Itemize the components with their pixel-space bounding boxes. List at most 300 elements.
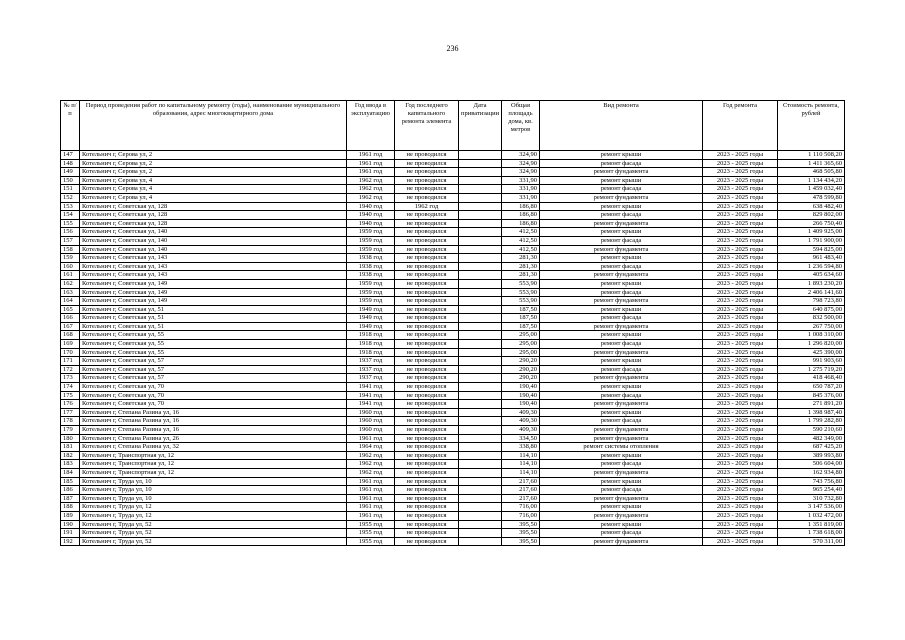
- row-repair-year: 2023 - 2025 годы: [703, 236, 778, 245]
- table-row: [61, 494, 845, 503]
- row-repair-type: ремонт крыши: [540, 520, 703, 529]
- row-number: 155: [61, 219, 80, 228]
- row-last-repair: не проводился: [395, 185, 459, 194]
- row-number: 150: [61, 176, 80, 185]
- row-number: 166: [61, 314, 80, 323]
- row-number: 176: [61, 400, 80, 409]
- row-repair-year: 2023 - 2025 годы: [703, 357, 778, 366]
- header-address: Период проведения работ по капитальному ремонту (годы), наименование муниципального образования, адрес многоквартирного дома: [80, 101, 347, 151]
- table-row: [61, 314, 845, 323]
- row-last-repair: не проводился: [395, 176, 459, 185]
- row-cost: 650 787,20: [778, 383, 845, 392]
- row-number: 177: [61, 408, 80, 417]
- row-repair-year: 2023 - 2025 годы: [703, 331, 778, 340]
- row-number: 181: [61, 443, 80, 452]
- table-row: [61, 434, 845, 443]
- row-repair-year: 2023 - 2025 годы: [703, 477, 778, 486]
- row-address: Котельнич г, Советская ул, 143: [80, 262, 347, 271]
- row-year-built: 1959 год: [347, 297, 395, 306]
- row-address: Котельнич г, Советская ул, 143: [80, 254, 347, 263]
- row-address: Котельнич г, Труда ул, 10: [80, 477, 347, 486]
- row-last-repair: не проводился: [395, 494, 459, 503]
- row-last-repair: не проводился: [395, 305, 459, 314]
- row-year-built: 1959 год: [347, 228, 395, 237]
- row-number: 165: [61, 305, 80, 314]
- row-area: 186,80: [502, 202, 540, 211]
- row-last-repair: не проводился: [395, 477, 459, 486]
- row-last-repair: не проводился: [395, 288, 459, 297]
- row-year-built: 1961 год: [347, 434, 395, 443]
- table-row: [61, 486, 845, 495]
- row-number: 173: [61, 374, 80, 383]
- row-repair-type: ремонт крыши: [540, 254, 703, 263]
- row-number: 158: [61, 245, 80, 254]
- row-address: Котельнич г, Труда ул, 12: [80, 503, 347, 512]
- row-last-repair: не проводился: [395, 426, 459, 435]
- row-privatization-date: [459, 357, 502, 366]
- row-last-repair: не проводился: [395, 262, 459, 271]
- row-privatization-date: [459, 537, 502, 546]
- row-repair-year: 2023 - 2025 годы: [703, 348, 778, 357]
- row-privatization-date: [459, 279, 502, 288]
- table-row: [61, 331, 845, 340]
- row-last-repair: не проводился: [395, 486, 459, 495]
- row-area: 331,90: [502, 176, 540, 185]
- row-repair-type: ремонт крыши: [540, 408, 703, 417]
- row-area: 295,00: [502, 331, 540, 340]
- row-cost: 425 390,00: [778, 348, 845, 357]
- row-last-repair: не проводился: [395, 520, 459, 529]
- row-repair-type: ремонт фундамента: [540, 494, 703, 503]
- row-privatization-date: [459, 511, 502, 520]
- row-cost: 991 903,60: [778, 357, 845, 366]
- row-address: Котельнич г, Транспортная ул, 12: [80, 451, 347, 460]
- row-address: Котельнич г, Советская ул, 128: [80, 211, 347, 220]
- row-repair-type: ремонт фундамента: [540, 271, 703, 280]
- row-year-built: 1959 год: [347, 279, 395, 288]
- table-row: [61, 357, 845, 366]
- row-area: 412,50: [502, 236, 540, 245]
- row-privatization-date: [459, 176, 502, 185]
- row-year-built: 1955 год: [347, 537, 395, 546]
- row-last-repair: не проводился: [395, 357, 459, 366]
- row-privatization-date: [459, 486, 502, 495]
- row-number: 189: [61, 511, 80, 520]
- row-area: 324,90: [502, 151, 540, 160]
- row-cost: 1 296 820,00: [778, 340, 845, 349]
- row-year-built: 1962 год: [347, 176, 395, 185]
- row-privatization-date: [459, 322, 502, 331]
- row-number: 171: [61, 357, 80, 366]
- row-area: 187,50: [502, 314, 540, 323]
- row-number: 168: [61, 331, 80, 340]
- row-repair-type: ремонт фасада: [540, 365, 703, 374]
- row-area: 331,90: [502, 193, 540, 202]
- row-repair-type: ремонт фасада: [540, 460, 703, 469]
- row-last-repair: не проводился: [395, 193, 459, 202]
- row-cost: 1 032 472,00: [778, 511, 845, 520]
- row-cost: 640 875,00: [778, 305, 845, 314]
- row-address: Котельнич г, Советская ул, 57: [80, 365, 347, 374]
- table-row: [61, 391, 845, 400]
- row-privatization-date: [459, 426, 502, 435]
- row-repair-type: ремонт фундамента: [540, 219, 703, 228]
- row-address: Котельнич г, Труда ул, 52: [80, 520, 347, 529]
- row-cost: 162 934,80: [778, 468, 845, 477]
- row-area: 295,00: [502, 348, 540, 357]
- row-cost: 1 411 365,60: [778, 159, 845, 168]
- row-year-built: 1962 год: [347, 460, 395, 469]
- row-area: 553,90: [502, 297, 540, 306]
- row-number: 149: [61, 168, 80, 177]
- row-area: 114,10: [502, 460, 540, 469]
- row-number: 160: [61, 262, 80, 271]
- row-year-built: 1962 год: [347, 468, 395, 477]
- row-last-repair: не проводился: [395, 211, 459, 220]
- row-area: 395,50: [502, 520, 540, 529]
- row-number: 186: [61, 486, 80, 495]
- row-cost: 506 604,00: [778, 460, 845, 469]
- row-number: 154: [61, 211, 80, 220]
- table-row: [61, 520, 845, 529]
- header-cost: Стоимость ремонта, рублей: [778, 101, 845, 151]
- table-row: [61, 511, 845, 520]
- row-number: 147: [61, 151, 80, 160]
- row-cost: 1 893 230,20: [778, 279, 845, 288]
- row-area: 187,50: [502, 322, 540, 331]
- row-number: 191: [61, 529, 80, 538]
- row-last-repair: не проводился: [395, 297, 459, 306]
- row-area: 716,00: [502, 511, 540, 520]
- row-cost: 405 634,60: [778, 271, 845, 280]
- row-year-built: 1938 год: [347, 271, 395, 280]
- row-repair-year: 2023 - 2025 годы: [703, 305, 778, 314]
- row-address: Котельнич г, Серова ул, 2: [80, 159, 347, 168]
- row-repair-year: 2023 - 2025 годы: [703, 529, 778, 538]
- row-privatization-date: [459, 236, 502, 245]
- row-area: 331,90: [502, 185, 540, 194]
- row-repair-year: 2023 - 2025 годы: [703, 193, 778, 202]
- table-row: [61, 477, 845, 486]
- table-row: [61, 305, 845, 314]
- row-repair-year: 2023 - 2025 годы: [703, 434, 778, 443]
- row-last-repair: не проводился: [395, 340, 459, 349]
- row-repair-type: ремонт крыши: [540, 477, 703, 486]
- row-repair-type: ремонт крыши: [540, 383, 703, 392]
- row-cost: 1 134 434,20: [778, 176, 845, 185]
- row-last-repair: не проводился: [395, 331, 459, 340]
- row-year-built: 1955 год: [347, 520, 395, 529]
- row-year-built: 1949 год: [347, 322, 395, 331]
- row-area: 217,60: [502, 486, 540, 495]
- row-last-repair: не проводился: [395, 443, 459, 452]
- table-row: [61, 468, 845, 477]
- row-address: Котельнич г, Труда ул, 10: [80, 486, 347, 495]
- row-cost: 1 236 594,80: [778, 262, 845, 271]
- row-privatization-date: [459, 434, 502, 443]
- table-row: [61, 185, 845, 194]
- row-number: 164: [61, 297, 80, 306]
- row-area: 409,30: [502, 426, 540, 435]
- table-row: [61, 340, 845, 349]
- row-privatization-date: [459, 529, 502, 538]
- row-cost: 845 376,00: [778, 391, 845, 400]
- row-repair-type: ремонт крыши: [540, 202, 703, 211]
- row-number: 169: [61, 340, 80, 349]
- row-year-built: 1937 год: [347, 365, 395, 374]
- row-privatization-date: [459, 451, 502, 460]
- row-year-built: 1959 год: [347, 236, 395, 245]
- row-year-built: 1961 год: [347, 486, 395, 495]
- row-repair-year: 2023 - 2025 годы: [703, 383, 778, 392]
- row-cost: 965 254,40: [778, 486, 845, 495]
- table-row: [61, 219, 845, 228]
- row-area: 553,90: [502, 279, 540, 288]
- header-last-repair: Год последнего капитального ремонта элемента: [395, 101, 459, 151]
- row-privatization-date: [459, 383, 502, 392]
- row-repair-type: ремонт фундамента: [540, 193, 703, 202]
- row-repair-type: ремонт крыши: [540, 357, 703, 366]
- header-repair-year: Год ремонта: [703, 101, 778, 151]
- row-privatization-date: [459, 262, 502, 271]
- row-repair-type: ремонт фундамента: [540, 168, 703, 177]
- row-repair-year: 2023 - 2025 годы: [703, 262, 778, 271]
- table-row: [61, 400, 845, 409]
- row-privatization-date: [459, 245, 502, 254]
- row-last-repair: не проводился: [395, 383, 459, 392]
- row-area: 190,40: [502, 400, 540, 409]
- row-privatization-date: [459, 494, 502, 503]
- row-cost: 687 425,20: [778, 443, 845, 452]
- row-address: Котельнич г, Советская ул, 51: [80, 314, 347, 323]
- row-repair-year: 2023 - 2025 годы: [703, 254, 778, 263]
- row-number: 161: [61, 271, 80, 280]
- row-cost: 1 275 719,20: [778, 365, 845, 374]
- row-cost: 3 147 536,00: [778, 503, 845, 512]
- row-repair-type: ремонт фундамента: [540, 400, 703, 409]
- row-repair-year: 2023 - 2025 годы: [703, 297, 778, 306]
- row-cost: 266 750,40: [778, 219, 845, 228]
- row-cost: 468 505,80: [778, 168, 845, 177]
- row-address: Котельнич г, Степана Разина ул, 16: [80, 426, 347, 435]
- row-area: 281,30: [502, 271, 540, 280]
- row-address: Котельнич г, Серова ул, 4: [80, 193, 347, 202]
- row-year-built: 1964 год: [347, 443, 395, 452]
- row-privatization-date: [459, 503, 502, 512]
- row-cost: 829 802,00: [778, 211, 845, 220]
- row-privatization-date: [459, 228, 502, 237]
- row-repair-type: ремонт фундамента: [540, 374, 703, 383]
- row-year-built: 1938 год: [347, 254, 395, 263]
- row-cost: 961 483,40: [778, 254, 845, 263]
- row-number: 167: [61, 322, 80, 331]
- row-year-built: 1961 год: [347, 494, 395, 503]
- row-cost: 832 500,00: [778, 314, 845, 323]
- row-repair-year: 2023 - 2025 годы: [703, 443, 778, 452]
- row-repair-type: ремонт фундамента: [540, 297, 703, 306]
- row-repair-type: ремонт фундамента: [540, 426, 703, 435]
- row-area: 395,50: [502, 529, 540, 538]
- row-year-built: 1960 год: [347, 426, 395, 435]
- row-last-repair: не проводился: [395, 254, 459, 263]
- row-year-built: 1962 год: [347, 451, 395, 460]
- row-year-built: 1962 год: [347, 193, 395, 202]
- row-last-repair: не проводился: [395, 400, 459, 409]
- row-repair-type: ремонт фасада: [540, 159, 703, 168]
- row-repair-year: 2023 - 2025 годы: [703, 520, 778, 529]
- row-number: 174: [61, 383, 80, 392]
- row-cost: 1 791 900,00: [778, 236, 845, 245]
- row-area: 217,60: [502, 477, 540, 486]
- row-repair-year: 2023 - 2025 годы: [703, 417, 778, 426]
- row-last-repair: не проводился: [395, 468, 459, 477]
- row-cost: 1 398 987,40: [778, 408, 845, 417]
- row-address: Котельнич г, Серова ул, 2: [80, 151, 347, 160]
- table-row: [61, 193, 845, 202]
- row-last-repair: не проводился: [395, 271, 459, 280]
- row-last-repair: не проводился: [395, 348, 459, 357]
- row-last-repair: не проводился: [395, 408, 459, 417]
- row-number: 159: [61, 254, 80, 263]
- row-year-built: 1955 год: [347, 529, 395, 538]
- row-year-built: 1949 год: [347, 314, 395, 323]
- row-privatization-date: [459, 271, 502, 280]
- table-row: [61, 503, 845, 512]
- row-repair-type: ремонт системы отопления: [540, 443, 703, 452]
- row-cost: 478 599,80: [778, 193, 845, 202]
- table-row: [61, 374, 845, 383]
- table-row: [61, 417, 845, 426]
- row-area: 324,90: [502, 159, 540, 168]
- row-repair-year: 2023 - 2025 годы: [703, 494, 778, 503]
- row-area: 324,90: [502, 168, 540, 177]
- row-year-built: 1959 год: [347, 288, 395, 297]
- row-repair-year: 2023 - 2025 годы: [703, 426, 778, 435]
- table-row: [61, 288, 845, 297]
- table-row: [61, 297, 845, 306]
- row-address: Котельнич г, Советская ул, 140: [80, 228, 347, 237]
- row-address: Котельнич г, Транспортная ул, 12: [80, 468, 347, 477]
- row-cost: 389 993,80: [778, 451, 845, 460]
- row-year-built: 1962 год: [347, 185, 395, 194]
- row-privatization-date: [459, 202, 502, 211]
- row-area: 186,80: [502, 211, 540, 220]
- row-repair-type: ремонт фасада: [540, 314, 703, 323]
- row-number: 180: [61, 434, 80, 443]
- row-cost: 594 825,00: [778, 245, 845, 254]
- table-row: [61, 529, 845, 538]
- table-header-row: [61, 101, 845, 151]
- row-year-built: 1960 год: [347, 408, 395, 417]
- row-repair-year: 2023 - 2025 годы: [703, 511, 778, 520]
- row-number: 185: [61, 477, 80, 486]
- row-cost: 482 349,00: [778, 434, 845, 443]
- row-address: Котельнич г, Труда ул, 12: [80, 511, 347, 520]
- row-cost: 418 468,40: [778, 374, 845, 383]
- row-address: Котельнич г, Советская ул, 140: [80, 245, 347, 254]
- row-area: 190,40: [502, 383, 540, 392]
- table-row: [61, 443, 845, 452]
- row-address: Котельнич г, Транспортная ул, 12: [80, 460, 347, 469]
- row-address: Котельнич г, Советская ул, 128: [80, 202, 347, 211]
- row-repair-type: ремонт фасада: [540, 391, 703, 400]
- row-year-built: 1937 год: [347, 374, 395, 383]
- row-repair-year: 2023 - 2025 годы: [703, 374, 778, 383]
- row-address: Котельнич г, Советская ул, 57: [80, 374, 347, 383]
- row-repair-type: ремонт фасада: [540, 288, 703, 297]
- row-area: 281,30: [502, 262, 540, 271]
- row-privatization-date: [459, 408, 502, 417]
- row-area: 290,20: [502, 365, 540, 374]
- page-number: 236: [446, 44, 459, 53]
- row-cost: 798 723,80: [778, 297, 845, 306]
- row-year-built: 1941 год: [347, 383, 395, 392]
- row-repair-year: 2023 - 2025 годы: [703, 219, 778, 228]
- row-address: Котельнич г, Советская ул, 149: [80, 288, 347, 297]
- row-year-built: 1940 год: [347, 219, 395, 228]
- row-cost: 1 110 508,20: [778, 151, 845, 160]
- row-repair-type: ремонт фундамента: [540, 434, 703, 443]
- row-cost: 1 799 282,80: [778, 417, 845, 426]
- table-row: [61, 426, 845, 435]
- row-privatization-date: [459, 297, 502, 306]
- row-repair-year: 2023 - 2025 годы: [703, 176, 778, 185]
- row-repair-year: 2023 - 2025 годы: [703, 271, 778, 280]
- table-row: [61, 202, 845, 211]
- row-address: Котельнич г, Советская ул, 143: [80, 271, 347, 280]
- row-repair-year: 2023 - 2025 годы: [703, 159, 778, 168]
- row-last-repair: не проводился: [395, 322, 459, 331]
- row-address: Котельнич г, Степана Разина ул, 32: [80, 443, 347, 452]
- row-cost: 271 891,20: [778, 400, 845, 409]
- row-privatization-date: [459, 185, 502, 194]
- row-address: Котельнич г, Советская ул, 55: [80, 348, 347, 357]
- row-last-repair: не проводился: [395, 391, 459, 400]
- repair-schedule-table: [60, 100, 845, 546]
- row-year-built: 1961 год: [347, 159, 395, 168]
- table-row: [61, 245, 845, 254]
- row-privatization-date: [459, 168, 502, 177]
- row-cost: 310 732,80: [778, 494, 845, 503]
- header-repair-type: Вид ремонта: [540, 101, 703, 151]
- header-year-built: Год ввода в эксплуатацию: [347, 101, 395, 151]
- row-number: 156: [61, 228, 80, 237]
- row-cost: 1 738 618,00: [778, 529, 845, 538]
- row-area: 186,80: [502, 219, 540, 228]
- row-year-built: 1937 год: [347, 357, 395, 366]
- row-repair-type: ремонт фундамента: [540, 348, 703, 357]
- table-row: [61, 176, 845, 185]
- row-number: 192: [61, 537, 80, 546]
- row-repair-type: ремонт фундамента: [540, 468, 703, 477]
- row-privatization-date: [459, 443, 502, 452]
- header-privatization-date: Дата приватизации: [459, 101, 502, 151]
- row-repair-year: 2023 - 2025 годы: [703, 151, 778, 160]
- header-area: Общая площадь дома, кв. метров: [502, 101, 540, 151]
- row-area: 290,20: [502, 374, 540, 383]
- row-last-repair: не проводился: [395, 279, 459, 288]
- row-number: 151: [61, 185, 80, 194]
- row-year-built: 1949 год: [347, 305, 395, 314]
- table-row: [61, 211, 845, 220]
- row-repair-year: 2023 - 2025 годы: [703, 228, 778, 237]
- row-year-built: 1938 год: [347, 262, 395, 271]
- row-last-repair: не проводился: [395, 451, 459, 460]
- row-address: Котельнич г, Советская ул, 140: [80, 236, 347, 245]
- row-last-repair: не проводился: [395, 417, 459, 426]
- row-year-built: 1961 год: [347, 503, 395, 512]
- row-address: Котельнич г, Серова ул, 2: [80, 168, 347, 177]
